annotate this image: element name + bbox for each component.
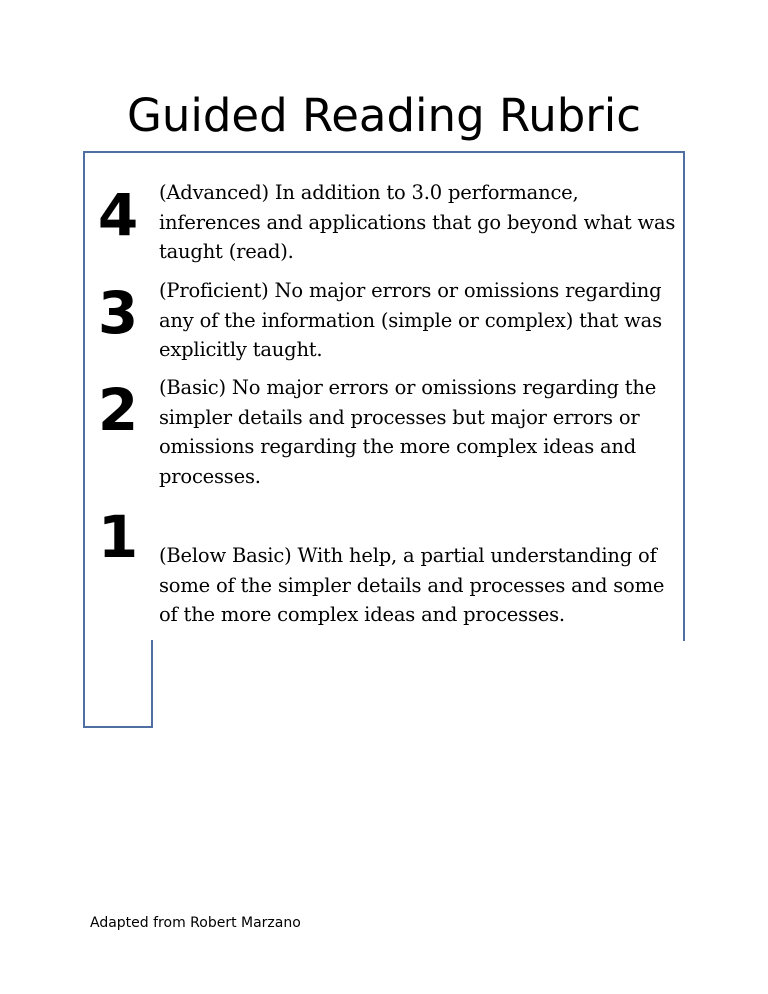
footer-credit: Adapted from Robert Marzano — [90, 915, 301, 931]
frame-top-border — [83, 151, 685, 153]
level-description: (Basic) No major errors or omissions regarding the simpler details and processes but major errors or omissions regarding the more complex ideas and processes. — [159, 376, 657, 488]
level-description: (Below Basic) With help, a partial understanding of some of the simpler details and processes and some of the more complex ideas and processes. — [159, 544, 665, 626]
frame-bottom-border — [83, 726, 153, 728]
score-number: 4 — [97, 181, 139, 249]
page-title: Guided Reading Rubric — [126, 89, 642, 142]
frame-inner-border — [151, 640, 153, 728]
score-number: 1 — [97, 503, 139, 571]
frame-left-border — [83, 151, 85, 728]
score-number: 2 — [97, 376, 139, 444]
level-description: (Proficient) No major errors or omissions regarding any of the information (simple or complex) that was explicitly taught. — [159, 279, 662, 361]
frame-right-border — [683, 151, 685, 641]
score-number: 3 — [97, 279, 139, 347]
level-description: (Advanced) In addition to 3.0 performance, inferences and applications that go beyond what was taught (read). — [159, 181, 676, 263]
